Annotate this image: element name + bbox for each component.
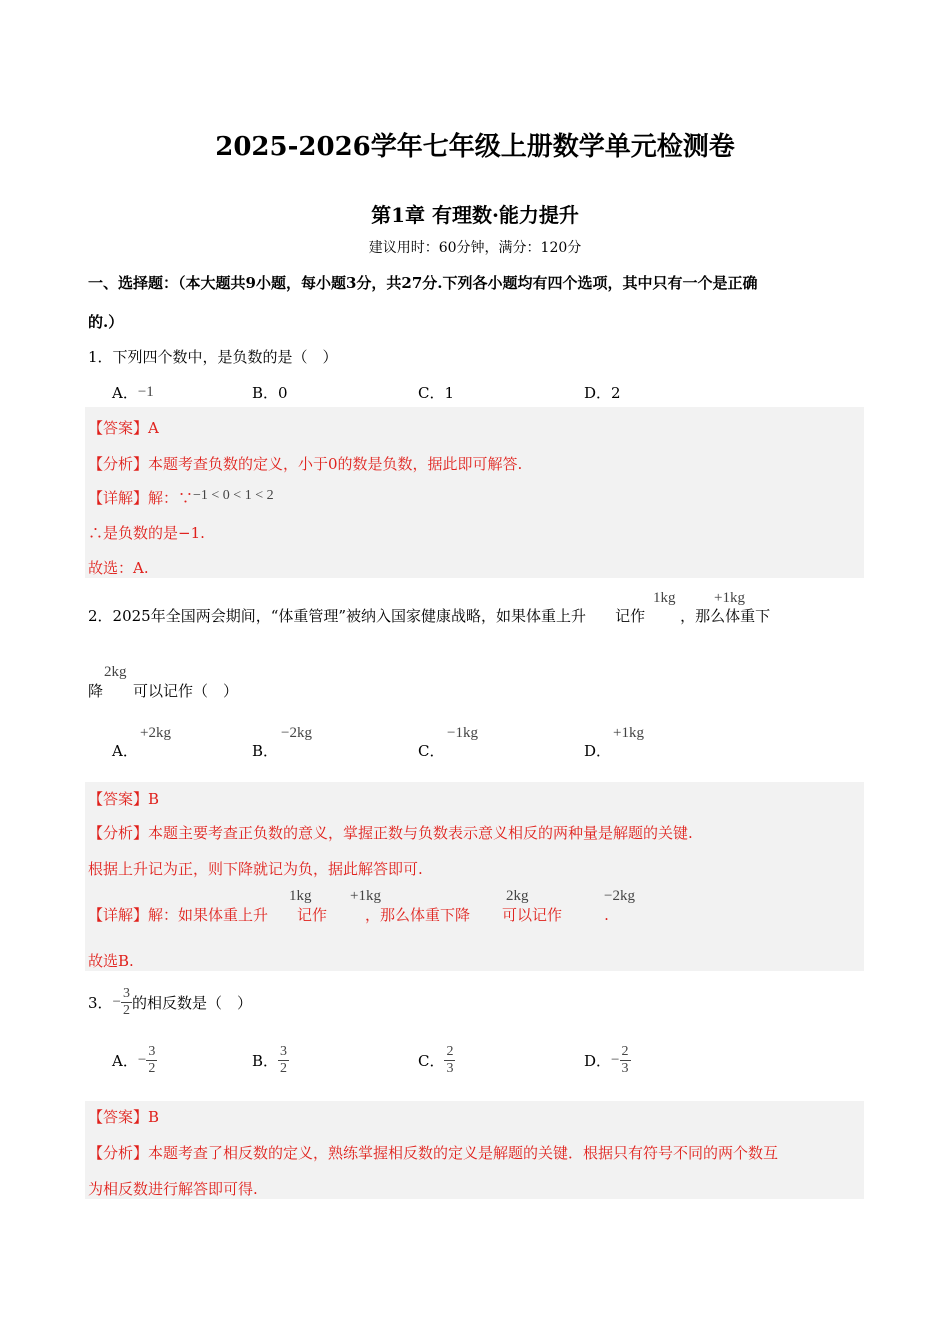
q3-solution-box xyxy=(85,1101,864,1199)
q2-stem-text: 记作 xyxy=(615,607,646,625)
q1-option-a xyxy=(112,382,154,403)
q2-detail-math-2kg: 2kg xyxy=(506,888,529,904)
q1-detail-math: −1 < 0 < 1 < 2 xyxy=(193,488,274,503)
fraction-numerator: 3 xyxy=(123,986,131,1001)
q2-detail-math-plus1kg: +1kg xyxy=(350,888,381,904)
option-value: 2 xyxy=(611,384,621,402)
option-label: C． xyxy=(418,1052,445,1070)
fraction-denominator: 2 xyxy=(123,1003,131,1018)
option-label: D． xyxy=(584,1052,612,1070)
q2-option-a-value: +2kg xyxy=(140,725,171,741)
fraction-denominator: 2 xyxy=(280,1061,288,1076)
option-value: 1 xyxy=(444,384,455,402)
option-sign: − xyxy=(611,1052,620,1068)
q3-option-d xyxy=(584,1044,631,1077)
q2-detail-math-minus2kg: −2kg xyxy=(604,888,635,904)
q3-option-c xyxy=(418,1044,455,1077)
question-2-stem-line1 xyxy=(88,605,770,626)
option-label: C． xyxy=(418,384,445,402)
q2-option-b: B． xyxy=(252,742,279,760)
q3-analysis-cont: 为相反数进行解答即可得. xyxy=(88,1180,258,1198)
q2-stem-text: ，那么体重下 xyxy=(680,607,771,625)
q1-solution-box xyxy=(85,407,864,578)
q3-analysis: 【分析】本题考查了相反数的定义，熟练掌握相反数的定义是解题的关键．根据只有符号不同的两个数互 xyxy=(88,1144,779,1162)
q2-choice: 故选B. xyxy=(88,952,134,970)
fraction-numerator: 3 xyxy=(148,1044,156,1059)
question-2-stem-line2 xyxy=(88,680,238,701)
q1-detail-prefix: 【详解】解：∵ xyxy=(88,489,194,507)
q2-math-1kg: 1kg xyxy=(653,590,676,606)
q2-stem-text: 降 xyxy=(88,682,104,700)
q3-stem-sign: − xyxy=(112,994,122,1010)
q3-option-b xyxy=(252,1044,289,1077)
option-label: A． xyxy=(112,384,138,402)
option-fraction xyxy=(278,1044,289,1077)
fraction-denominator: 3 xyxy=(446,1061,454,1076)
q2-option-b-value: −2kg xyxy=(281,725,312,741)
option-label: A． xyxy=(112,1052,138,1070)
question-3-stem xyxy=(88,986,252,1019)
option-fraction xyxy=(146,1044,157,1077)
q2-detail xyxy=(88,904,609,925)
question-1-stem: 1．下列四个数中，是负数的是（ ） xyxy=(88,348,338,366)
q3-stem-fraction xyxy=(121,986,132,1019)
q2-detail-math-1kg: 1kg xyxy=(289,888,312,904)
q2-option-d-value: +1kg xyxy=(613,725,644,741)
fraction-numerator: 3 xyxy=(280,1044,288,1059)
option-label: B． xyxy=(252,1052,279,1070)
q1-option-d xyxy=(584,382,621,403)
q2-detail-text: 可以记作 xyxy=(502,906,563,924)
q2-analysis-cont: 根据上升记为正，则下降就记为负，据此解答即可. xyxy=(88,860,423,878)
option-value: 0 xyxy=(278,384,288,402)
q2-analysis: 【分析】本题主要考查正负数的意义，掌握正数与负数表示意义相反的两种量是解题的关键. xyxy=(88,824,693,842)
option-label: D． xyxy=(584,384,612,402)
q1-answer: 【答案】A xyxy=(88,419,159,437)
q2-detail-text: 【详解】解：如果体重上升 xyxy=(88,906,269,924)
option-value: −1 xyxy=(137,384,154,400)
option-fraction xyxy=(620,1044,631,1077)
q1-analysis: 【分析】本题考查负数的定义，小于0的数是负数，据此即可解答. xyxy=(88,455,523,473)
q2-option-d: D． xyxy=(584,742,612,760)
q2-solution-box xyxy=(85,782,864,971)
q2-math-plus1kg: +1kg xyxy=(714,590,745,606)
q1-detail xyxy=(88,487,274,508)
q3-answer: 【答案】B xyxy=(88,1108,160,1126)
q2-detail-text: . xyxy=(604,906,609,924)
q2-stem-text: 2．2025年全国两会期间，“体重管理”被纳入国家健康战略，如果体重上升 xyxy=(88,607,587,625)
chapter-title: 第1章 有理数·能力提升 xyxy=(371,203,579,227)
option-sign: − xyxy=(137,1052,147,1068)
q2-answer: 【答案】B xyxy=(88,790,160,808)
q2-stem-text: 可以记作（ ） xyxy=(133,682,239,700)
time-and-score: 建议用时：60分钟，满分：120分 xyxy=(368,240,582,256)
exam-title: 2025-2026学年七年级上册数学单元检测卷 xyxy=(215,132,735,162)
q2-detail-text: 记作 xyxy=(297,906,328,924)
q3-option-a xyxy=(112,1044,157,1077)
q3-stem-text: 的相反数是（ ） xyxy=(132,994,253,1012)
option-label: B． xyxy=(252,384,279,402)
q1-option-b xyxy=(252,382,288,403)
q2-math-2kg: 2kg xyxy=(104,664,127,680)
q2-option-c: C． xyxy=(418,742,445,760)
q2-detail-text: ，那么体重下降 xyxy=(365,906,471,924)
q2-option-c-value: −1kg xyxy=(447,725,478,741)
section-heading: 一、选择题：（本大题共9小题，每小题3分，共27分.下列各小题均有四个选项，其中只有一个是正确 xyxy=(88,274,758,292)
q1-option-c xyxy=(418,382,454,403)
fraction-numerator: 2 xyxy=(621,1044,629,1059)
q2-option-a: A． xyxy=(112,742,138,760)
fraction-numerator: 2 xyxy=(446,1044,454,1059)
section-heading-cont: 的.） xyxy=(88,313,124,331)
option-fraction xyxy=(444,1044,455,1077)
q3-number: 3． xyxy=(88,994,113,1012)
fraction-denominator: 3 xyxy=(621,1061,629,1076)
q1-conclusion: ∴是负数的是−1. xyxy=(88,524,205,542)
q1-choice: 故选：A. xyxy=(88,559,149,577)
fraction-denominator: 2 xyxy=(148,1061,156,1076)
